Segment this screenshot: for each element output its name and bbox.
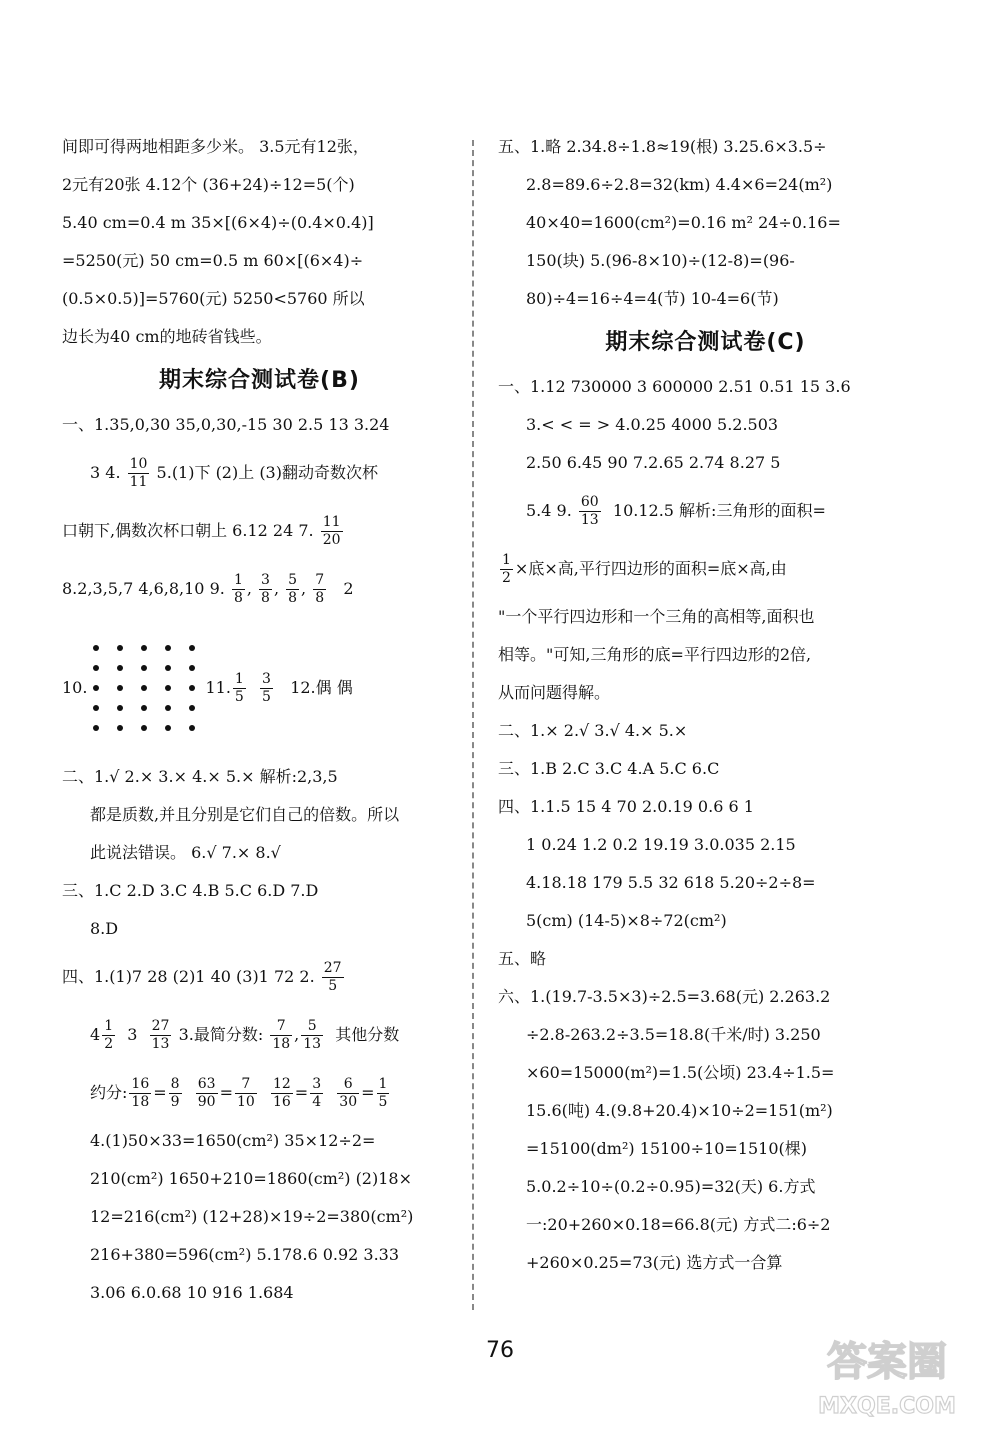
fraction bbox=[313, 572, 326, 607]
fraction bbox=[259, 572, 272, 607]
denominator: 90 bbox=[197, 1094, 216, 1110]
text-line: 一、1.35,0,30 35,0,30,-15 30 2.5 13 3.24 bbox=[62, 415, 390, 434]
text-line: 四、1.1.5 15 4 70 2.0.19 0.6 6 1 bbox=[498, 797, 754, 816]
text-line: 4.(1)50×33=1650(cm²) 35×12÷2= bbox=[90, 1131, 376, 1150]
text-line bbox=[62, 948, 457, 1006]
text-line: 三、1.B 2.C 3.C 4.A 5.C 6.C bbox=[498, 759, 720, 778]
denominator: 13 bbox=[151, 1036, 170, 1052]
denominator: 10 bbox=[236, 1094, 255, 1110]
text-line bbox=[62, 444, 457, 502]
text-line: +260×0.25=73(元) 选方式一合算 bbox=[526, 1253, 783, 1272]
denominator: 5 bbox=[234, 688, 244, 705]
text-line: (0.5×0.5)]=5760(元) 5250<5760 所以 bbox=[62, 289, 365, 308]
text-line: 间即可得两地相距多少米。 3.5元有12张， bbox=[62, 137, 369, 156]
denominator: 13 bbox=[580, 512, 599, 528]
denominator: 18 bbox=[272, 1036, 291, 1052]
numerator: 16 bbox=[131, 1076, 150, 1092]
text-span: = bbox=[294, 1083, 309, 1102]
numerator: 27 bbox=[323, 960, 342, 976]
text-span: 3.最简分数: bbox=[178, 1025, 264, 1044]
text-span: 2 bbox=[343, 579, 354, 598]
text-span: 5.(1)下 (2)上 (3)翻动奇数次杯 bbox=[156, 463, 378, 482]
fraction bbox=[235, 1076, 257, 1111]
text-span: 口朝下,偶数次杯口朝上 6.12 24 7. bbox=[62, 521, 314, 540]
text-span: 四、1.(1)7 28 (2)1 40 (3)1 72 2. bbox=[62, 967, 315, 986]
fraction bbox=[322, 960, 344, 995]
numerator: 8 bbox=[170, 1076, 180, 1092]
text-line: 从而问题得解。 bbox=[498, 683, 611, 702]
fraction bbox=[196, 1076, 218, 1111]
text-line: 40×40=1600(cm²)=0.16 m² 24÷0.16= bbox=[526, 213, 841, 232]
section-heading-b: 期末综合测试卷(B) bbox=[159, 368, 360, 393]
watermark-text-url: MXQE.COM bbox=[818, 1394, 956, 1419]
fraction bbox=[286, 572, 299, 607]
fraction bbox=[337, 1076, 359, 1111]
text-span: = bbox=[361, 1083, 375, 1102]
numerator: 1 bbox=[104, 1018, 114, 1034]
numerator: 1 bbox=[233, 572, 243, 588]
text-span: = bbox=[153, 1083, 167, 1102]
numerator: 6 bbox=[337, 1076, 359, 1094]
fraction bbox=[232, 572, 245, 607]
fraction bbox=[579, 494, 601, 529]
text-span: = bbox=[219, 1083, 233, 1102]
text-span: 5.4 9. bbox=[526, 501, 572, 520]
text-line bbox=[498, 482, 913, 540]
denominator: 8 bbox=[288, 590, 298, 606]
denominator: 18 bbox=[131, 1094, 150, 1110]
watermark-logo bbox=[792, 1327, 982, 1423]
text-span: 8.2,3,5,7 4,6,8,10 9. bbox=[62, 579, 225, 598]
text-line bbox=[498, 540, 913, 598]
text-line: ÷2.8-263.2÷3.5=18.8(千米/时) 3.250 bbox=[526, 1025, 821, 1044]
text-line: 五、略 bbox=[498, 949, 547, 968]
dot-grid bbox=[93, 645, 195, 731]
numerator: 1 bbox=[502, 552, 511, 568]
text-line: 2元有20张 4.12个 (36+24)÷12=5(个) bbox=[62, 175, 355, 194]
numerator: 5 bbox=[301, 1018, 323, 1036]
fraction bbox=[377, 1076, 390, 1111]
text-line: 4 $\frac{1}{2}$ 3 $\frac{27}{13}$ 3.最简分数: $\frac{7}{18}$ , $\frac{5}{13}$ 其他分数 bbox=[90, 1018, 400, 1052]
denominator: 8 bbox=[315, 590, 325, 606]
text-span: 3 bbox=[127, 1025, 138, 1044]
fraction bbox=[169, 1076, 182, 1111]
denominator: 8 bbox=[233, 590, 243, 606]
denominator: 4 bbox=[312, 1094, 322, 1110]
denominator: 5 bbox=[328, 978, 338, 994]
text-span: 约分: bbox=[90, 1083, 128, 1102]
text-span: 12.偶 偶 bbox=[290, 678, 353, 697]
text-line: 六、1.(19.7-3.5×3)÷2.5=3.68(元) 2.263.2 bbox=[498, 987, 831, 1006]
text-line: 5(cm) (14-5)×8÷72(cm²) bbox=[526, 911, 727, 930]
fraction bbox=[128, 456, 150, 491]
text-line: 3.06 6.0.68 10 916 1.684 bbox=[90, 1283, 294, 1302]
text-line: 8.D bbox=[90, 919, 119, 938]
text-line: 都是质数,并且分别是它们自己的倍数。所以 bbox=[90, 805, 400, 824]
text-span: 4 bbox=[90, 1025, 101, 1044]
text-span: 3 4. bbox=[90, 463, 121, 482]
text-line: "一个平行四边形和一个三角的高相等,面积也 bbox=[498, 607, 815, 626]
fraction bbox=[129, 1076, 151, 1111]
fraction bbox=[260, 671, 273, 706]
text-line bbox=[62, 502, 457, 560]
fraction bbox=[500, 552, 513, 587]
text-line: 80)÷4=16÷4=4(节) 10-4=6(节) bbox=[526, 289, 779, 308]
text-line: 相等。"可知,三角形的底=平行四边形的2倍, bbox=[498, 645, 812, 664]
numerator: 7 bbox=[235, 1076, 257, 1094]
denominator: 20 bbox=[322, 532, 341, 548]
text-line: 3.< < = > 4.0.25 4000 5.2.503 bbox=[526, 415, 779, 434]
text-line: 五、1.略 2.34.8÷1.8≈19(根) 3.25.6×3.5÷ bbox=[498, 137, 827, 156]
denominator: 16 bbox=[272, 1094, 291, 1110]
text-line: 1 0.24 1.2 0.2 19.19 3.0.035 2.15 bbox=[526, 835, 796, 854]
page-number: 76 bbox=[486, 1338, 514, 1363]
numerator: 5 bbox=[288, 572, 298, 588]
text-line: 216+380=596(cm²) 5.178.6 0.92 3.33 bbox=[90, 1245, 400, 1264]
denominator: 2 bbox=[502, 570, 511, 586]
text-line: 5.0.2÷10÷(0.2÷0.95)=32(天) 6.方式 bbox=[526, 1177, 816, 1196]
fraction bbox=[301, 1018, 323, 1053]
fraction bbox=[321, 514, 343, 549]
text-line: =15100(dm²) 15100÷10=1510(棵) bbox=[526, 1139, 807, 1158]
denominator: 13 bbox=[303, 1036, 322, 1052]
numerator: 3 bbox=[261, 572, 270, 588]
denominator: 5 bbox=[262, 688, 271, 705]
text-line: 4.18.18 179 5.5 32 618 5.20÷2÷8= bbox=[526, 873, 816, 892]
text-line: 三、1.C 2.D 3.C 4.B 5.C 6.D 7.D bbox=[62, 881, 319, 900]
text-span: ×底×高,平行四边形的面积=底×高,由 bbox=[514, 559, 787, 578]
fraction bbox=[270, 1018, 292, 1053]
text-span: 其他分数 bbox=[335, 1025, 400, 1044]
right-column bbox=[498, 128, 913, 1282]
denominator: 2 bbox=[104, 1036, 114, 1052]
numerator: 11 bbox=[322, 514, 341, 530]
text-line: 2.50 6.45 90 7.2.65 2.74 8.27 5 bbox=[526, 453, 781, 472]
numerator: 27 bbox=[151, 1018, 170, 1034]
text-line: 12=216(cm²) (12+28)×19÷2=380(cm²) bbox=[90, 1207, 414, 1226]
fraction bbox=[310, 1076, 323, 1111]
text-line: 二、1.× 2.√ 3.√ 4.× 5.× bbox=[498, 721, 688, 740]
text-span: 10.12.5 解析:三角形的面积= bbox=[612, 501, 826, 520]
column-divider bbox=[472, 140, 474, 1310]
text-line: ×60=15000(m²)=1.5(公顷) 23.4÷1.5= bbox=[526, 1063, 835, 1082]
text-span: 10. bbox=[62, 678, 88, 697]
denominator: 9 bbox=[170, 1094, 180, 1110]
text-line: 210(cm²) 1650+210=1860(cm²) (2)18× bbox=[90, 1169, 412, 1188]
text-line: 边长为40 cm的地砖省钱些。 bbox=[62, 327, 272, 346]
denominator: 30 bbox=[339, 1094, 358, 1110]
numerator: 3 bbox=[312, 1076, 322, 1092]
numerator: 60 bbox=[580, 494, 599, 510]
text-line: 15.6(吨) 4.(9.8+20.4)×10÷2=151(m²) bbox=[526, 1101, 833, 1120]
dot-grid-row bbox=[62, 618, 457, 758]
text-line: 二、1.√ 2.× 3.× 4.× 5.× 解析:2,3,5 bbox=[62, 767, 338, 786]
section-heading-c: 期末综合测试卷(C) bbox=[605, 330, 806, 355]
text-line bbox=[62, 1064, 457, 1122]
fraction bbox=[102, 1018, 115, 1053]
denominator: 5 bbox=[378, 1094, 388, 1110]
numerator: 7 bbox=[315, 572, 325, 588]
numerator: 7 bbox=[270, 1018, 292, 1036]
numerator: 10 bbox=[129, 456, 148, 472]
text-line: 5.40 cm=0.4 m 35×[(6×4)÷(0.4×0.4)] bbox=[62, 213, 374, 232]
text-line: 150(块) 5.(96-8×10)÷(12-8)=(96- bbox=[526, 251, 795, 270]
text-line: =5250(元) 50 cm=0.5 m 60×[(6×4)÷ bbox=[62, 251, 364, 270]
numerator: 3 bbox=[262, 670, 271, 687]
text-line: 2.8=89.6÷2.8=32(km) 4.4×6=24(m²) bbox=[526, 175, 833, 194]
watermark-text-cn: 答案圈 bbox=[827, 1339, 947, 1385]
text-span: 11. bbox=[205, 678, 231, 697]
text-line: 8.2,3,5,7 4,6,8,10 9. $\frac{1}{8}$ , $\frac{3}{8}$ , $\frac{5}{8}$ , $\frac{7}{8}$ 2 bbox=[62, 572, 354, 606]
numerator: 1 bbox=[378, 1076, 388, 1092]
denominator: 11 bbox=[129, 474, 148, 490]
text-line: 此说法错误。 6.√ 7.× 8.√ bbox=[90, 843, 281, 862]
numerator: 1 bbox=[234, 670, 244, 687]
numerator: 63 bbox=[197, 1076, 216, 1092]
fraction bbox=[233, 671, 246, 706]
denominator: 8 bbox=[261, 590, 270, 606]
text-line: 一、1.12 730000 3 600000 2.51 0.51 15 3.6 bbox=[498, 377, 851, 396]
fraction bbox=[150, 1018, 172, 1053]
left-column bbox=[62, 128, 457, 1312]
numerator: 12 bbox=[272, 1076, 291, 1092]
text-line: 一:20+260×0.18=66.8(元) 方式二:6÷2 bbox=[526, 1215, 831, 1234]
fraction bbox=[271, 1076, 293, 1111]
